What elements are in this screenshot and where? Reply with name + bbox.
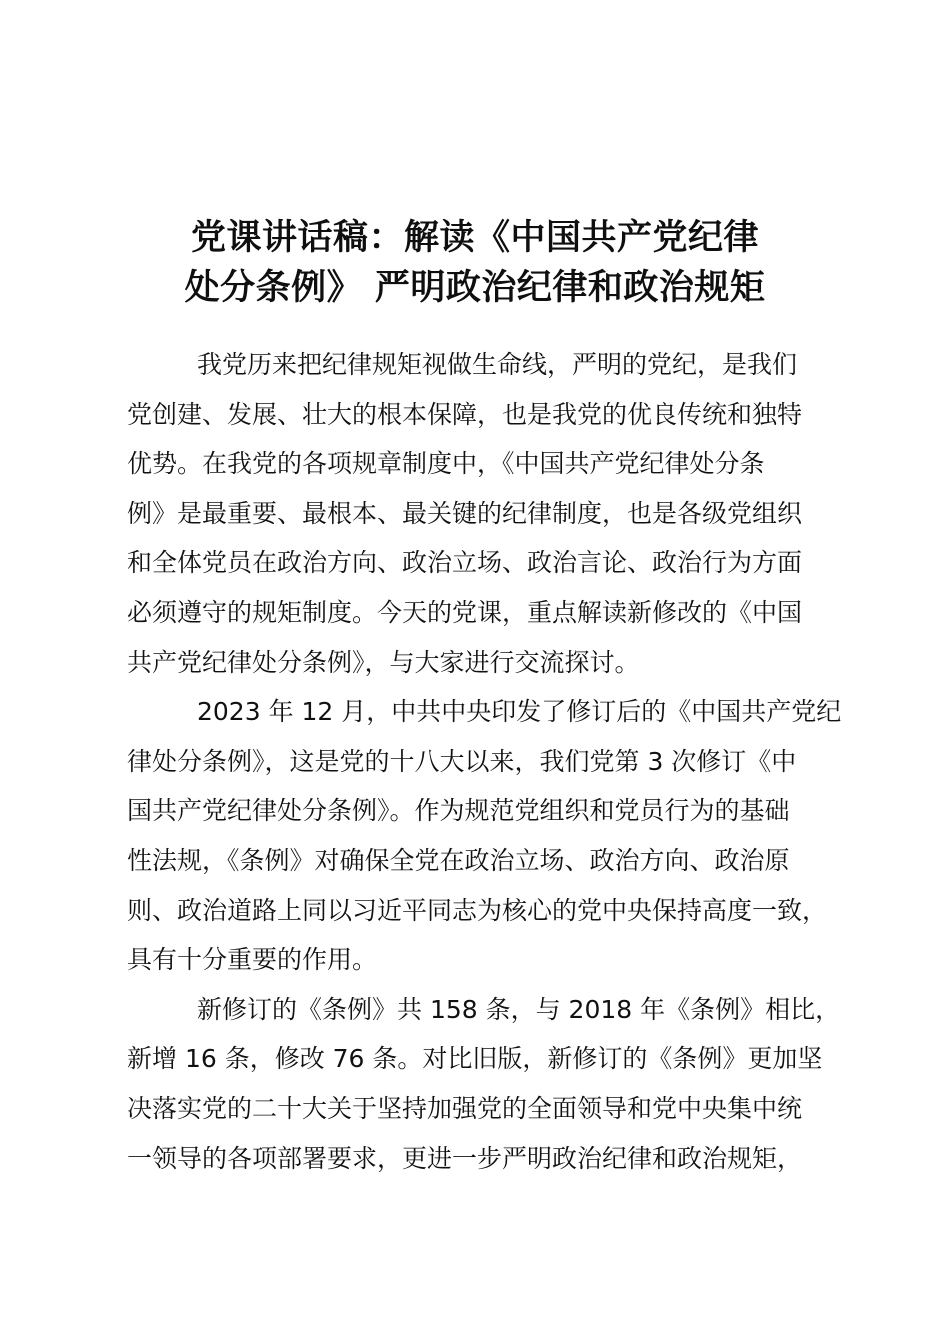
title-line-1: 党课讲话稿：解读《中国共产党纪律 bbox=[190, 218, 759, 259]
paragraph-2 bbox=[127, 687, 842, 985]
paragraph-2-line-4: 性法规，《条例》对确保全党在政治立场、政治方向、政治原 bbox=[127, 845, 790, 875]
document-body bbox=[127, 340, 842, 1183]
paragraph-1-line-5: 和全体党员在政治方向、政治立场、政治言论、政治行为方面 bbox=[127, 548, 803, 578]
paragraph-2-line-2: 律处分条例》，这是党的十八大以来，我们党第 3 次修订《中 bbox=[127, 746, 797, 776]
title-line-2: 处分条例》 严明政治纪律和政治规矩 bbox=[184, 268, 766, 309]
paragraph-3 bbox=[127, 985, 841, 1183]
paragraph-3-line-4: 一领导的各项部署要求，更进一步严明政治纪律和政治规矩， bbox=[127, 1143, 803, 1173]
paragraph-2-line-5: 则、政治道路上同以习近平同志为核心的党中央保持高度一致， bbox=[127, 895, 828, 925]
paragraph-1-line-7: 共产党纪律处分条例》，与大家进行交流探讨。 bbox=[127, 647, 640, 677]
paragraph-2-line-3: 国共产党纪律处分条例》。作为规范党组织和党员行为的基础 bbox=[127, 796, 790, 826]
paragraph-1 bbox=[127, 340, 827, 687]
paragraph-3-line-1: 新修订的《条例》共 158 条，与 2018 年《条例》相比， bbox=[197, 994, 841, 1024]
paragraph-3-line-2: 新增 16 条，修改 76 条。对比旧版，新修订的《条例》更加坚 bbox=[127, 1044, 823, 1074]
paragraph-2-line-6: 具有十分重要的作用。 bbox=[127, 945, 378, 975]
paragraph-1-line-6: 必须遵守的规矩制度。今天的党课，重点解读新修改的《中国 bbox=[127, 597, 803, 627]
paragraph-1-line-2: 党创建、发展、壮大的根本保障，也是我党的优良传统和独特 bbox=[127, 399, 803, 429]
paragraph-3-line-3: 决落实党的二十大关于坚持加强党的全面领导和党中央集中统 bbox=[127, 1093, 803, 1123]
paragraph-1-line-4: 例》是最重要、最根本、最关键的纪律制度，也是各级党组织 bbox=[127, 498, 803, 528]
paragraph-1-line-1: 我党历来把纪律规矩视做生命线，严明的党纪，是我们 bbox=[197, 350, 798, 379]
paragraph-1-line-3: 优势。在我党的各项规章制度中，《中国共产党纪律处分条 bbox=[127, 449, 765, 479]
document-title bbox=[120, 213, 830, 313]
paragraph-2-line-1: 2023 年 12 月，中共中央印发了修订后的《中国共产党纪 bbox=[197, 697, 842, 727]
